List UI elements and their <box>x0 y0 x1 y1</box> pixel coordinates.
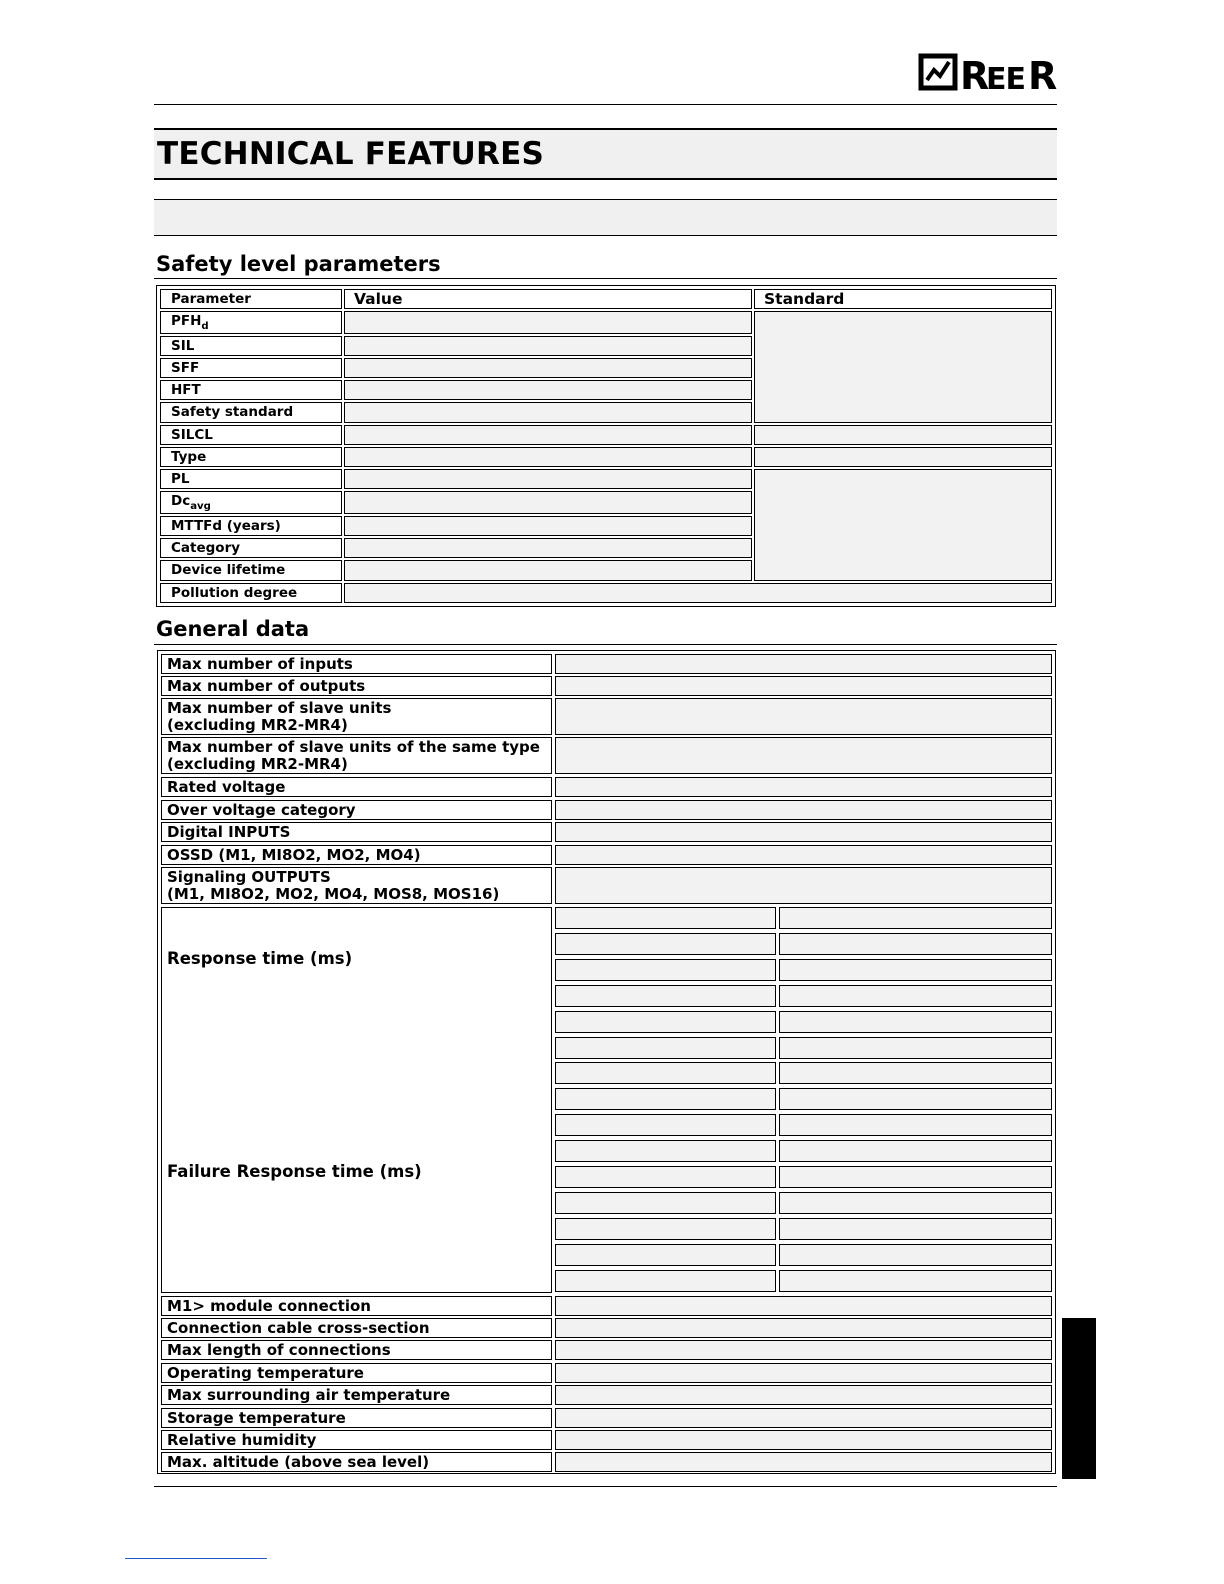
response-grid-cell <box>555 1088 776 1110</box>
row-operating-temp-label: Operating temperature <box>161 1363 552 1383</box>
response-grid-cell <box>555 1244 776 1266</box>
response-grid-cell <box>779 1037 1052 1059</box>
response-grid-cell <box>779 1218 1052 1240</box>
response-time-label: Response time (ms) <box>167 949 353 968</box>
row-sil-value <box>344 336 752 356</box>
row-safety-standard-value <box>344 402 752 423</box>
svg-text:R: R <box>960 54 989 94</box>
col-standard-header: Standard <box>754 289 1052 309</box>
row-max-inputs-value <box>555 654 1052 674</box>
row-digital-inputs-value <box>555 822 1052 842</box>
row-rated-voltage-value <box>555 777 1052 797</box>
row-slave-units-label: Max number of slave units (excluding MR2-MR4) <box>161 698 552 735</box>
response-grid-cell <box>779 1192 1052 1214</box>
section-thumb-tab <box>1062 1318 1096 1479</box>
row-safety-standard-label: Safety standard <box>160 402 342 423</box>
page-title-band <box>154 128 1057 180</box>
row-max-outputs-value <box>555 676 1052 696</box>
response-grid-cell <box>555 985 776 1007</box>
response-grid-cell <box>779 1114 1052 1136</box>
standard-block-iec <box>754 311 1052 423</box>
row-rated-voltage-label: Rated voltage <box>161 777 552 797</box>
safety-heading: Safety level parameters <box>156 252 441 276</box>
row-type-value <box>344 447 752 467</box>
response-grid-cell <box>779 1166 1052 1188</box>
row-ossd-value <box>555 845 1052 865</box>
response-grid-cell <box>779 933 1052 955</box>
reer-logo <box>918 50 1058 94</box>
row-pl-label: PL <box>160 469 342 489</box>
row-slave-same-value <box>555 737 1052 774</box>
svg-text:R: R <box>1028 54 1058 94</box>
row-slave-same-label: Max number of slave units of the same type (excluding MR2-MR4) <box>161 737 552 774</box>
col-value-header: Value <box>344 289 752 309</box>
footnote-rule <box>125 1558 267 1559</box>
response-grid-cell <box>555 959 776 981</box>
response-grid-cell <box>555 933 776 955</box>
row-sil-label: SIL <box>160 336 342 356</box>
row-humidity-label: Relative humidity <box>161 1430 552 1450</box>
response-grid-cell <box>779 959 1052 981</box>
row-lifetime-value <box>344 560 752 581</box>
row-ossd-label: OSSD (M1, MI8O2, MO2, MO4) <box>161 845 552 865</box>
row-lifetime-label: Device lifetime <box>160 560 342 581</box>
row-sff-label: SFF <box>160 358 342 378</box>
response-grid-cell <box>779 907 1052 929</box>
header-rule <box>154 104 1057 105</box>
row-storage-temp-value <box>555 1408 1052 1428</box>
response-grid-cell <box>779 1140 1052 1162</box>
response-grid-cell <box>779 1244 1052 1266</box>
row-slave-units-value <box>555 698 1052 735</box>
row-digital-inputs-label: Digital INPUTS <box>161 822 552 842</box>
response-grid-cell <box>779 1088 1052 1110</box>
response-grid-cell <box>555 1192 776 1214</box>
col-parameter-header: Parameter <box>160 289 342 309</box>
page-title: TECHNICAL FEATURES <box>157 136 545 172</box>
safety-table <box>156 285 1056 607</box>
row-max-inputs-label: Max number of inputs <box>161 654 552 674</box>
row-mttfd-label: MTTFd (years) <box>160 516 342 536</box>
row-max-outputs-label: Max number of outputs <box>161 676 552 696</box>
failure-response-time-label: Failure Response time (ms) <box>167 1162 422 1181</box>
row-cable-section-value <box>555 1318 1052 1338</box>
response-time-grid <box>555 907 1052 1293</box>
row-dcavg-label: $Dc_{avg}$ <box>160 491 342 514</box>
row-overvoltage-label: Over voltage category <box>161 800 552 820</box>
general-heading-rule <box>154 644 1057 645</box>
safety-heading-rule <box>154 278 1057 279</box>
row-pollution-value <box>344 583 1052 603</box>
row-pl-value <box>344 469 752 489</box>
row-max-length-value <box>555 1340 1052 1360</box>
row-silcl-label: SILCL <box>160 425 342 445</box>
row-silcl-value <box>344 425 752 445</box>
row-storage-temp-label: Storage temperature <box>161 1408 552 1428</box>
row-pfhd-label: $PFH_d$ <box>160 311 342 334</box>
response-time-block <box>161 907 552 1293</box>
footer-rule <box>154 1486 1057 1487</box>
row-type-label: Type <box>160 447 342 467</box>
response-grid-cell <box>555 1011 776 1033</box>
response-grid-cell <box>555 1270 776 1292</box>
general-table <box>157 650 1056 1474</box>
standard-block-iso <box>754 469 1052 581</box>
row-operating-temp-value <box>555 1363 1052 1383</box>
row-cable-section-label: Connection cable cross-section <box>161 1318 552 1338</box>
response-grid-cell <box>555 1037 776 1059</box>
row-max-air-temp-label: Max surrounding air temperature <box>161 1385 552 1405</box>
svg-text:EE: EE <box>986 62 1025 94</box>
row-overvoltage-value <box>555 800 1052 820</box>
row-altitude-label: Max. altitude (above sea level) <box>161 1452 552 1472</box>
response-grid-cell <box>555 1166 776 1188</box>
row-dcavg-value <box>344 491 752 514</box>
row-category-value <box>344 538 752 558</box>
row-type-standard <box>754 447 1052 467</box>
row-sff-value <box>344 358 752 378</box>
response-grid-cell <box>779 1011 1052 1033</box>
row-m1-connection-value <box>555 1296 1052 1316</box>
response-grid-cell <box>555 1218 776 1240</box>
response-grid-cell <box>555 1114 776 1136</box>
response-grid-cell <box>555 1062 776 1084</box>
row-altitude-value <box>555 1452 1052 1472</box>
response-grid-cell <box>555 1140 776 1162</box>
general-heading: General data <box>156 617 310 641</box>
row-silcl-standard <box>754 425 1052 445</box>
subtitle-band <box>154 199 1057 236</box>
row-mttfd-value <box>344 516 752 536</box>
row-pollution-label: Pollution degree <box>160 583 342 603</box>
row-category-label: Category <box>160 538 342 558</box>
row-humidity-value <box>555 1430 1052 1450</box>
response-grid-cell <box>555 907 776 929</box>
response-grid-cell <box>779 1270 1052 1292</box>
row-max-air-temp-value <box>555 1385 1052 1405</box>
row-hft-label: HFT <box>160 380 342 400</box>
row-signaling-value <box>555 867 1052 904</box>
response-grid-cell <box>779 985 1052 1007</box>
row-hft-value <box>344 380 752 400</box>
row-max-length-label: Max length of connections <box>161 1340 552 1360</box>
row-signaling-label: Signaling OUTPUTS (M1, MI8O2, MO2, MO4, MOS8, MOS16) <box>161 867 552 904</box>
row-m1-connection-label: M1> module connection <box>161 1296 552 1316</box>
response-grid-cell <box>779 1062 1052 1084</box>
row-pfhd-value <box>344 311 752 334</box>
